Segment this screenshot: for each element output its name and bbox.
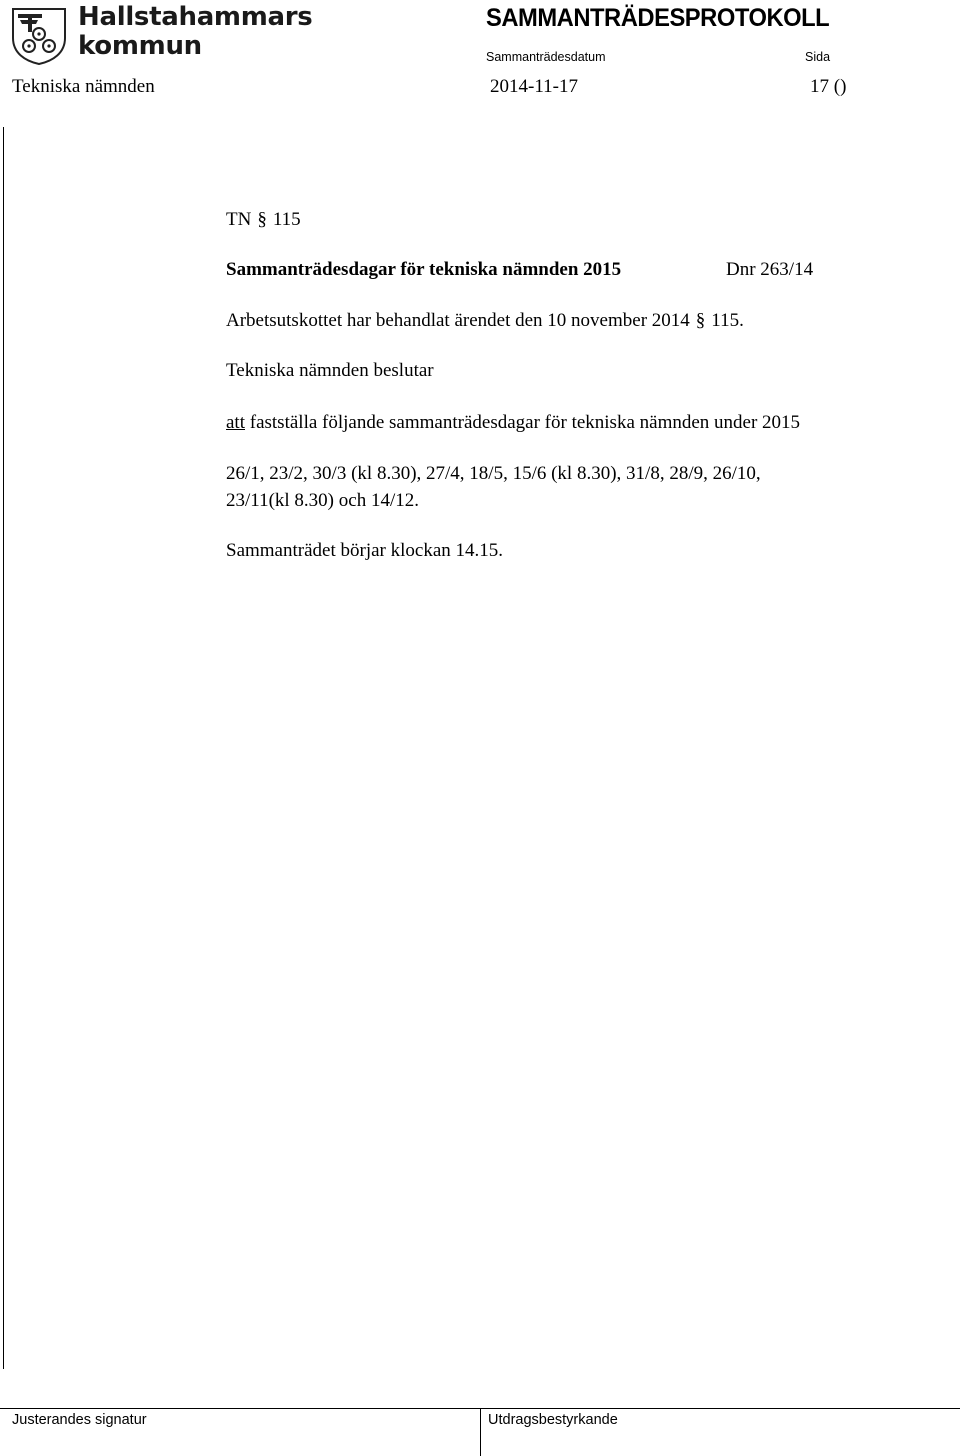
extract-certification-label: Utdragsbestyrkande [488,1412,618,1428]
decision-text [226,412,800,434]
left-margin-rule [3,127,4,1369]
work-committee-note [226,310,744,332]
meeting-dates-line-2: 23/11(kl 8.30) och 14/12. [226,490,419,511]
logo-line-2: kommun [78,31,202,61]
work-committee-text: Arbetsutskottet har behandlat ärendet den 10 november 2014 [226,310,690,331]
diary-number: Dnr 263/14 [726,259,814,280]
document-type-title: SAMMANTRÄDESPROTOKOLL [486,4,830,32]
coat-of-arms-icon [10,6,68,66]
meeting-date-label: Sammanträdesdatum [486,50,606,64]
municipality-logo [78,3,312,61]
item-subject: Sammanträdesdagar för tekniska nämnden 2015 [226,259,622,280]
section-sign: § [257,209,267,230]
page-label: Sida [805,50,831,64]
decision-body: fastställa följande sammanträdesdagar för tekniska nämnden under 2015 [249,412,801,433]
meeting-dates-line-1: 26/1, 23/2, 30/3 (kl 8.30), 27/4, 18/5, 15/6 (kl 8.30), 31/8, 28/9, 26/10, [226,463,761,484]
work-committee-section-sign: § [695,310,706,331]
decision-att: att [226,412,245,433]
item-paragraph: 115 [272,209,301,230]
page-number: 17 () [810,76,847,97]
committee-name: Tekniska nämnden [12,76,155,97]
meeting-start-time: Sammanträdet börjar klockan 14.15. [226,540,504,561]
meeting-date: 2014-11-17 [490,76,578,97]
logo-line-1: Hallstahammars [78,2,313,32]
decision-heading: Tekniska nämnden beslutar [226,360,434,381]
signature-label: Justerandes signatur [12,1412,147,1428]
footer-column-divider [480,1408,481,1456]
item-prefix: TN [226,209,252,230]
item-number [226,209,301,231]
work-committee-paragraph: 115. [711,310,744,331]
